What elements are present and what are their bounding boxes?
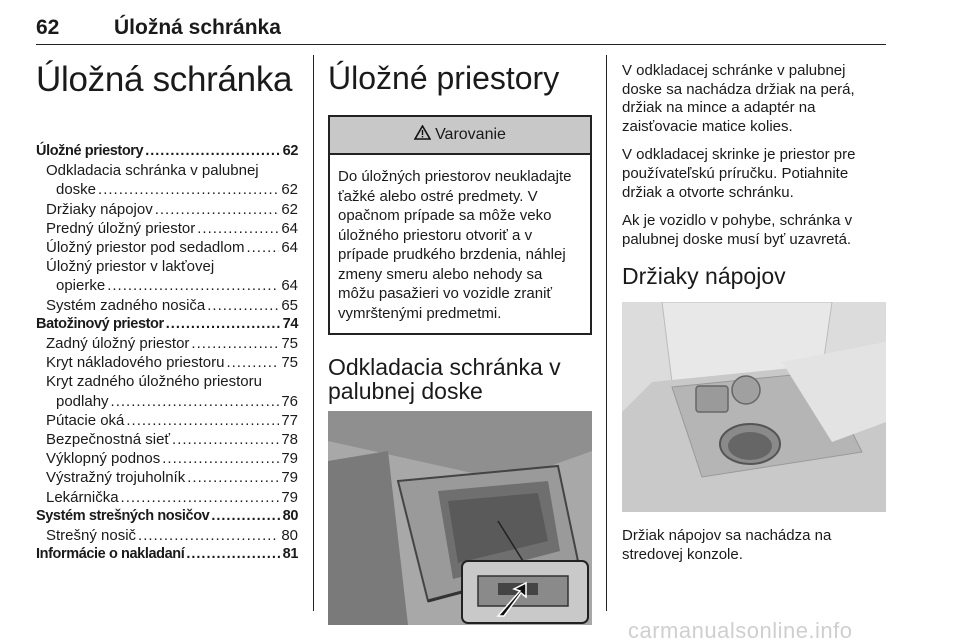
cupholder-illustration xyxy=(622,302,886,512)
toc-leader-dots xyxy=(162,449,279,468)
toc-leader-dots xyxy=(211,507,280,526)
toc-entry-wrapped[interactable]: Kryt zadného úložného priestoru xyxy=(46,373,262,391)
toc-entry[interactable] xyxy=(36,411,298,430)
toc-entry[interactable] xyxy=(36,219,298,238)
toc-label: Batožinový priestor xyxy=(36,315,164,332)
toc-section[interactable] xyxy=(36,545,298,564)
column-1 xyxy=(36,58,298,564)
toc-entry[interactable] xyxy=(36,488,298,507)
toc-page-number: 76 xyxy=(281,392,298,410)
toc-entry[interactable] xyxy=(36,276,298,295)
toc-leader-dots xyxy=(172,430,279,449)
toc-page-number: 64 xyxy=(281,219,298,237)
column-2 xyxy=(328,58,592,625)
toc-label: Bezpečnostná sieť xyxy=(46,431,171,449)
toc-label: Úložné priestory xyxy=(36,143,144,159)
toc-label: Predný úložný priestor xyxy=(46,219,196,237)
toc-label: Kryt nákladového priestoru xyxy=(46,354,225,372)
page-header xyxy=(36,10,886,45)
toc-page-number: 80 xyxy=(281,527,298,545)
toc-entry[interactable] xyxy=(36,180,298,199)
toc-leader-dots xyxy=(138,526,279,545)
header-title: Úložná schránka xyxy=(114,16,281,39)
toc-section[interactable] xyxy=(36,507,298,526)
cupholders-heading: Držiaky nápojov xyxy=(622,263,786,290)
paragraph-1: V odkladacej schránke v palubnej doske sa nachádza držiak na perá, držiak na mince a adaptér na zaisťovacie matice kolies. xyxy=(622,62,855,135)
toc-section[interactable] xyxy=(36,142,298,161)
toc-leader-dots xyxy=(246,238,279,257)
toc-page-number: 78 xyxy=(281,431,298,449)
toc-label: Informácie o nakladaní xyxy=(36,546,185,563)
toc-leader-dots xyxy=(111,392,280,411)
toc-entry[interactable] xyxy=(36,238,298,257)
toc-entry-wrapped[interactable]: Úložný priestor v lakťovej xyxy=(46,258,215,276)
toc-page-number: 75 xyxy=(281,335,298,353)
paragraph-2: V odkladacej skrinke je priestor pre používateľskú príručku. Potiahnite držiak a otvorte schránku. xyxy=(622,146,856,201)
toc-entry[interactable] xyxy=(36,468,298,487)
toc-page-number: 77 xyxy=(281,411,298,429)
warning-title: Varovanie xyxy=(435,126,506,143)
toc-page-number: 79 xyxy=(281,469,298,487)
toc-label: doske xyxy=(56,181,97,199)
column-3 xyxy=(622,62,886,564)
toc-page-number: 80 xyxy=(282,507,298,524)
toc-leader-dots xyxy=(187,468,279,487)
column-divider-1 xyxy=(313,55,314,611)
toc-page-number: 79 xyxy=(281,450,298,468)
warning-triangle-icon xyxy=(414,125,431,145)
toc-leader-dots xyxy=(98,180,279,199)
toc-leader-dots xyxy=(121,488,280,507)
section-title: Úložné priestory xyxy=(328,60,560,96)
toc-leader-dots xyxy=(145,142,280,161)
glovebox-illustration xyxy=(328,411,592,625)
table-of-contents xyxy=(36,142,298,564)
toc-label: Výstražný trojuholník xyxy=(46,469,186,487)
warning-text: Do úložných priestorov neukladajte ťažké alebo ostré predmety. V opačnom prípade sa môže veko úložného priestoru otvoriť a v prípade prudkého brzdenia, náhlej zmeny smeru alebo nehody sa môžu pasažieri vo vozidle zraniť vymrštenými predmetmi. xyxy=(338,168,572,322)
toc-label: Systém strešných nosičov xyxy=(36,507,210,524)
toc-page-number: 79 xyxy=(281,488,298,506)
warning-box xyxy=(328,115,592,335)
toc-page-number: 62 xyxy=(282,143,298,159)
toc-leader-dots xyxy=(191,334,279,353)
toc-page-number: 64 xyxy=(281,239,298,257)
toc-leader-dots xyxy=(107,276,279,295)
toc-entry-wrapped[interactable]: Odkladacia schránka v palubnej xyxy=(46,162,259,180)
toc-section[interactable] xyxy=(36,315,298,334)
toc-page-number: 74 xyxy=(282,315,298,332)
toc-leader-dots xyxy=(207,296,279,315)
toc-entry[interactable] xyxy=(36,449,298,468)
toc-entry[interactable] xyxy=(36,200,298,219)
toc-leader-dots xyxy=(126,411,279,430)
paragraph-3: Ak je vozidlo v pohybe, schránka v palubnej doske musí byť uzavretá. xyxy=(622,212,853,248)
toc-leader-dots xyxy=(197,219,279,238)
toc-page-number: 75 xyxy=(281,354,298,372)
toc-page-number: 64 xyxy=(281,277,298,295)
toc-leader-dots xyxy=(226,353,279,372)
toc-entry[interactable] xyxy=(36,353,298,372)
toc-label: Systém zadného nosiča xyxy=(46,296,206,314)
toc-label: Výklopný podnos xyxy=(46,450,161,468)
toc-page-number: 62 xyxy=(281,181,298,199)
toc-label: Strešný nosič xyxy=(46,527,137,545)
toc-leader-dots xyxy=(155,200,280,219)
toc-label: opierke xyxy=(56,277,106,295)
toc-entry[interactable] xyxy=(36,526,298,545)
toc-entry[interactable] xyxy=(36,296,298,315)
page-number: 62 xyxy=(36,16,60,39)
toc-leader-dots xyxy=(166,315,281,334)
chapter-title: Úložná schránka xyxy=(36,60,293,99)
toc-label: Pútacie oká xyxy=(46,411,125,429)
toc-label: podlahy xyxy=(56,392,109,410)
toc-entry[interactable] xyxy=(36,392,298,411)
toc-page-number: 62 xyxy=(281,200,298,218)
toc-leader-dots xyxy=(186,545,280,564)
toc-page-number: 81 xyxy=(282,546,298,563)
glovebox-heading: Odkladacia schránka v palubnej doske xyxy=(328,354,561,404)
toc-entry[interactable] xyxy=(36,334,298,353)
toc-label: Lekárnička xyxy=(46,488,119,506)
cupholder-caption: Držiak nápojov sa nachádza na stredovej konzole. xyxy=(622,527,832,564)
column-divider-2 xyxy=(606,55,607,611)
warning-header xyxy=(330,117,590,155)
toc-label: Zadný úložný priestor xyxy=(46,335,190,353)
toc-page-number: 65 xyxy=(281,296,298,314)
watermark: carmanualsonline.info xyxy=(628,618,853,643)
toc-label: Držiaky nápojov xyxy=(46,200,153,218)
toc-label: Úložný priestor pod sedadlom xyxy=(46,239,245,257)
toc-entry[interactable] xyxy=(36,430,298,449)
